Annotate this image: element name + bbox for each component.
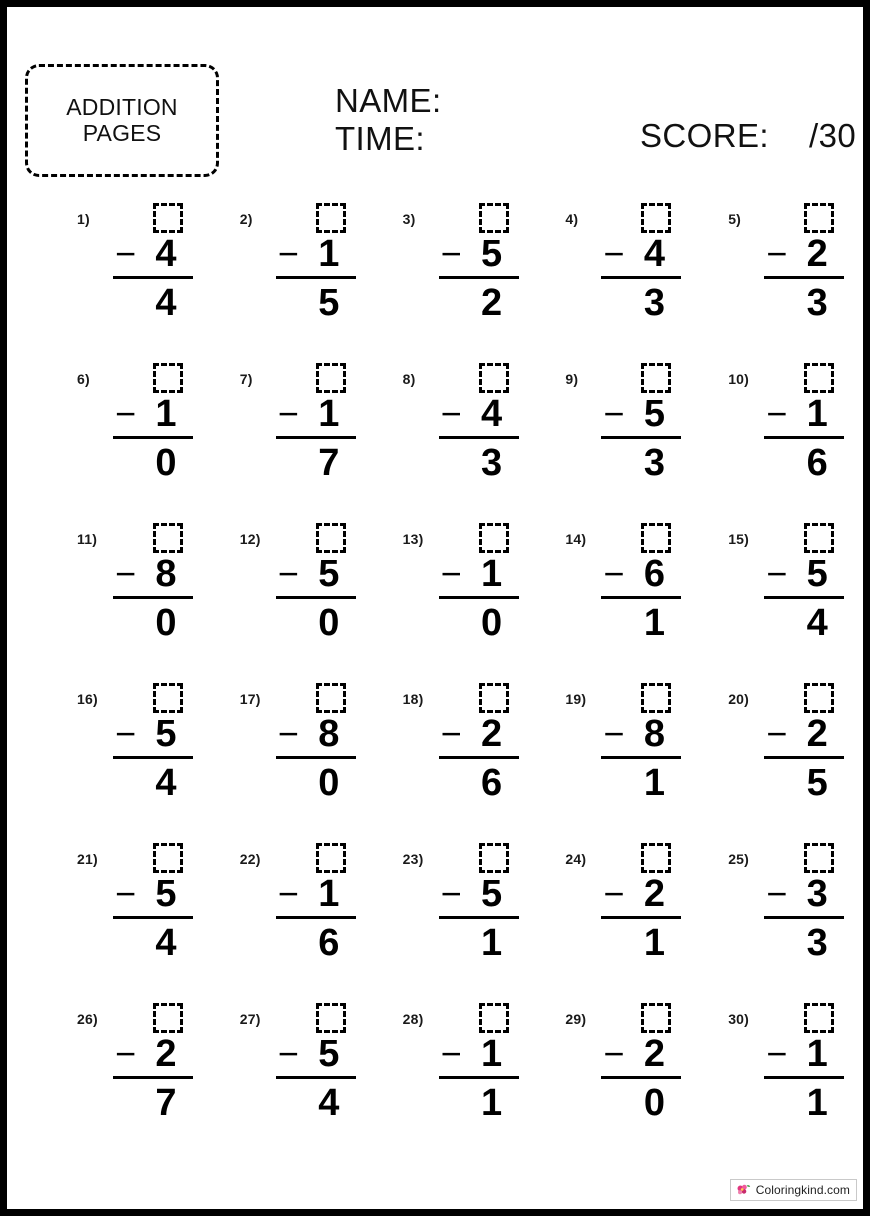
problem-number: 1) (77, 211, 90, 227)
worksheet-title-box (25, 64, 219, 177)
problem-cell (35, 837, 198, 997)
subtrahend: 1 (318, 873, 340, 915)
problem-row (35, 517, 849, 677)
problem-number: 22) (239, 851, 261, 867)
answer-blank-box[interactable] (804, 1003, 834, 1033)
subtrahend: 1 (155, 393, 177, 435)
problem-stack (276, 843, 360, 963)
answer-value: 1 (481, 922, 503, 964)
answer-blank-box[interactable] (479, 843, 509, 873)
problem-stack (439, 523, 523, 643)
answer-row (764, 1079, 848, 1123)
answer-blank-box[interactable] (153, 203, 183, 233)
answer-blank-box[interactable] (316, 363, 346, 393)
answer-value: 3 (643, 442, 665, 484)
minus-icon: − (440, 233, 462, 274)
answer-blank-box[interactable] (804, 363, 834, 393)
answer-value: 4 (318, 1082, 340, 1124)
problem-cell (686, 677, 849, 837)
problem-cell (523, 997, 686, 1147)
subtrahend: 5 (318, 553, 340, 595)
answer-blank-box[interactable] (316, 683, 346, 713)
problem-cell (198, 677, 361, 837)
subtrahend: 4 (643, 233, 665, 275)
answer-value: 4 (155, 922, 177, 964)
answer-blank-box[interactable] (316, 523, 346, 553)
operand-line (439, 873, 523, 915)
answer-row (113, 1079, 197, 1123)
minus-icon: − (603, 713, 625, 754)
problem-cell (361, 357, 524, 517)
problem-cell (35, 997, 198, 1147)
answer-value: 1 (806, 1082, 828, 1124)
minus-icon: − (766, 1033, 788, 1074)
answer-value: 3 (481, 442, 503, 484)
answer-blank-box[interactable] (479, 523, 509, 553)
operand-line (601, 233, 685, 275)
problem-stack (276, 683, 360, 803)
answer-blank-box[interactable] (804, 843, 834, 873)
answer-row (276, 919, 360, 963)
minus-icon: − (277, 393, 299, 434)
minus-icon: − (766, 393, 788, 434)
operand-line (439, 553, 523, 595)
watermark-text: Coloringkind.com (755, 1183, 850, 1197)
problem-cell (686, 517, 849, 677)
subtrahend: 5 (481, 873, 503, 915)
minus-icon: − (440, 713, 462, 754)
subtrahend: 3 (806, 873, 828, 915)
answer-value: 6 (806, 442, 828, 484)
problem-number: 5) (728, 211, 742, 227)
problem-cell (686, 357, 849, 517)
problem-stack (601, 843, 685, 963)
problem-stack (764, 1003, 848, 1123)
answer-row (276, 1079, 360, 1123)
problem-stack (601, 1003, 685, 1123)
answer-row (439, 1079, 523, 1123)
subtrahend: 8 (643, 713, 665, 755)
subtrahend: 6 (643, 553, 665, 595)
answer-row (439, 439, 523, 483)
answer-blank-box[interactable] (641, 523, 671, 553)
answer-row (439, 759, 523, 803)
minus-icon: − (115, 873, 137, 914)
operand-line (601, 393, 685, 435)
problem-stack (601, 683, 685, 803)
answer-blank-box[interactable] (641, 203, 671, 233)
operand-line (601, 553, 685, 595)
answer-value: 4 (155, 282, 177, 324)
problem-number: 12) (239, 531, 261, 547)
subtrahend: 1 (318, 393, 340, 435)
problem-cell (35, 197, 198, 357)
problem-stack (601, 363, 685, 483)
problem-cell (686, 197, 849, 357)
problem-stack (276, 523, 360, 643)
minus-icon: − (115, 553, 137, 594)
answer-blank-box[interactable] (641, 843, 671, 873)
answer-row (276, 599, 360, 643)
answer-row (764, 759, 848, 803)
problem-stack (276, 1003, 360, 1123)
problem-stack (764, 523, 848, 643)
problem-number: 4) (565, 211, 579, 227)
operand-line (764, 233, 848, 275)
minus-icon: − (277, 873, 299, 914)
problem-number: 25) (728, 851, 750, 867)
subtrahend: 5 (643, 393, 665, 435)
problem-number: 14) (565, 531, 587, 547)
subtrahend: 1 (806, 393, 828, 435)
answer-blank-box[interactable] (479, 1003, 509, 1033)
problem-stack (439, 363, 523, 483)
problem-stack (113, 523, 197, 643)
problem-number: 27) (239, 1011, 261, 1027)
subtrahend: 8 (318, 713, 340, 755)
answer-blank-box[interactable] (316, 203, 346, 233)
subtrahend: 2 (643, 873, 665, 915)
minus-icon: − (115, 233, 137, 274)
operand-line (764, 393, 848, 435)
problem-stack (113, 1003, 197, 1123)
operand-line (764, 1033, 848, 1075)
problem-number: 16) (77, 691, 98, 707)
minus-icon: − (277, 553, 299, 594)
answer-row (113, 599, 197, 643)
answer-row (113, 279, 197, 323)
problem-cell (35, 677, 198, 837)
operand-line (601, 873, 685, 915)
answer-value: 5 (806, 762, 828, 804)
operand-line (439, 233, 523, 275)
problem-number: 15) (728, 531, 750, 547)
answer-value: 4 (806, 602, 828, 644)
minus-icon: − (440, 553, 462, 594)
subtrahend: 5 (481, 233, 503, 275)
problem-cell (361, 197, 524, 357)
answer-value: 7 (318, 442, 340, 484)
answer-blank-box[interactable] (641, 363, 671, 393)
score-label: SCORE: (640, 117, 769, 154)
problem-cell (35, 517, 198, 677)
answer-blank-box[interactable] (153, 1003, 183, 1033)
operand-line (601, 1033, 685, 1075)
operand-line (764, 553, 848, 595)
subtrahend: 2 (481, 713, 503, 755)
operand-line (764, 873, 848, 915)
answer-value: 3 (643, 282, 665, 324)
answer-blank-box[interactable] (153, 363, 183, 393)
operand-line (113, 233, 197, 275)
answer-blank-box[interactable] (804, 203, 834, 233)
operand-line (113, 713, 197, 755)
operand-line (601, 713, 685, 755)
answer-value: 6 (318, 922, 340, 964)
minus-icon: − (440, 393, 462, 434)
minus-icon: − (115, 393, 137, 434)
problem-cell (361, 997, 524, 1147)
problem-number: 9) (565, 371, 579, 387)
minus-icon: − (603, 393, 625, 434)
answer-value: 3 (806, 922, 828, 964)
answer-blank-box[interactable] (641, 1003, 671, 1033)
problem-number: 18) (402, 691, 424, 707)
problem-number: 7) (239, 371, 253, 387)
problem-cell (198, 517, 361, 677)
subtrahend: 1 (806, 1033, 828, 1075)
answer-blank-box[interactable] (804, 683, 834, 713)
problem-number: 26) (77, 1011, 98, 1027)
problem-cell (198, 837, 361, 997)
problem-stack (439, 203, 523, 323)
problem-number: 2) (239, 211, 253, 227)
answer-row (764, 599, 848, 643)
problem-stack (764, 683, 848, 803)
problem-stack (764, 363, 848, 483)
problem-row (35, 837, 849, 997)
problem-number: 3) (402, 211, 416, 227)
problem-row (35, 997, 849, 1147)
subtrahend: 8 (155, 553, 177, 595)
problem-cell (198, 197, 361, 357)
answer-row (276, 759, 360, 803)
minus-icon: − (603, 1033, 625, 1074)
problem-stack (601, 203, 685, 323)
problem-stack (113, 363, 197, 483)
minus-icon: − (115, 1033, 137, 1074)
answer-blank-box[interactable] (479, 683, 509, 713)
answer-row (276, 279, 360, 323)
answer-value: 1 (643, 922, 665, 964)
answer-row (439, 279, 523, 323)
problem-cell (523, 197, 686, 357)
operand-line (276, 873, 360, 915)
subtrahend: 1 (481, 1033, 503, 1075)
problem-row (35, 677, 849, 837)
problem-stack (113, 683, 197, 803)
operand-line (439, 1033, 523, 1075)
operand-line (113, 1033, 197, 1075)
worksheet-header (7, 7, 863, 187)
score-total: /30 (809, 117, 857, 154)
name-label: NAME: (335, 82, 442, 119)
answer-row (276, 439, 360, 483)
worksheet-title-line-2: PAGES (82, 119, 162, 146)
operand-line (113, 553, 197, 595)
problem-cell (35, 357, 198, 517)
operand-line (276, 233, 360, 275)
answer-row (113, 439, 197, 483)
problem-stack (439, 683, 523, 803)
problem-number: 24) (565, 851, 587, 867)
subtrahend: 4 (155, 233, 177, 275)
problem-number: 13) (402, 531, 424, 547)
problem-number: 21) (77, 851, 98, 867)
operand-line (276, 393, 360, 435)
minus-icon: − (766, 553, 788, 594)
problem-stack (764, 203, 848, 323)
answer-row (113, 759, 197, 803)
answer-blank-box[interactable] (804, 523, 834, 553)
subtrahend: 2 (643, 1033, 665, 1075)
answer-value: 0 (481, 602, 503, 644)
answer-blank-box[interactable] (479, 363, 509, 393)
problem-stack (113, 843, 197, 963)
answer-row (764, 919, 848, 963)
answer-row (601, 599, 685, 643)
subtrahend: 5 (155, 873, 177, 915)
problem-number: 29) (565, 1011, 587, 1027)
problem-cell (523, 517, 686, 677)
problem-number: 23) (402, 851, 424, 867)
minus-icon: − (440, 873, 462, 914)
minus-icon: − (603, 233, 625, 274)
operand-line (113, 873, 197, 915)
subtrahend: 5 (155, 713, 177, 755)
answer-row (764, 279, 848, 323)
operand-line (276, 1033, 360, 1075)
problem-number: 30) (728, 1011, 750, 1027)
problem-number: 11) (77, 531, 98, 547)
answer-value: 5 (318, 282, 340, 324)
answer-value: 0 (318, 762, 340, 804)
problem-cell (198, 357, 361, 517)
answer-value: 2 (481, 282, 503, 324)
answer-row (601, 1079, 685, 1123)
problem-cell (198, 997, 361, 1147)
subtrahend: 5 (318, 1033, 340, 1075)
problem-cell (523, 837, 686, 997)
answer-row (601, 279, 685, 323)
operand-line (113, 393, 197, 435)
problem-stack (113, 203, 197, 323)
minus-icon: − (766, 713, 788, 754)
answer-row (113, 919, 197, 963)
problem-cell (361, 517, 524, 677)
subtrahend: 5 (806, 553, 828, 595)
minus-icon: − (277, 233, 299, 274)
minus-icon: − (766, 873, 788, 914)
answer-row (439, 919, 523, 963)
answer-row (764, 439, 848, 483)
problem-cell (686, 997, 849, 1147)
problem-row (35, 197, 849, 357)
answer-value: 1 (643, 762, 665, 804)
answer-value: 1 (481, 1082, 503, 1124)
watermark (730, 1179, 857, 1201)
answer-blank-box[interactable] (153, 523, 183, 553)
answer-row (601, 439, 685, 483)
answer-value: 6 (481, 762, 503, 804)
problem-grid (35, 197, 849, 1147)
operand-line (276, 553, 360, 595)
minus-icon: − (766, 233, 788, 274)
problem-number: 28) (402, 1011, 424, 1027)
subtrahend: 2 (806, 233, 828, 275)
problem-number: 10) (728, 371, 750, 387)
answer-row (601, 919, 685, 963)
answer-value: 0 (318, 602, 340, 644)
subtrahend: 2 (806, 713, 828, 755)
problem-cell (523, 677, 686, 837)
flower-icon (735, 1182, 751, 1198)
problem-cell (361, 837, 524, 997)
problem-number: 8) (402, 371, 416, 387)
answer-row (439, 599, 523, 643)
answer-blank-box[interactable] (153, 843, 183, 873)
problem-stack (439, 1003, 523, 1123)
minus-icon: − (277, 713, 299, 754)
minus-icon: − (277, 1033, 299, 1074)
answer-row (601, 759, 685, 803)
subtrahend: 4 (481, 393, 503, 435)
answer-value: 0 (643, 1082, 665, 1124)
operand-line (276, 713, 360, 755)
operand-line (439, 393, 523, 435)
problem-cell (523, 357, 686, 517)
minus-icon: − (603, 873, 625, 914)
answer-value: 0 (155, 602, 177, 644)
problem-number: 6) (77, 371, 90, 387)
problem-number: 20) (728, 691, 750, 707)
subtrahend: 1 (481, 553, 503, 595)
time-label: TIME: (335, 120, 425, 157)
problem-stack (276, 363, 360, 483)
problem-stack (439, 843, 523, 963)
problem-stack (276, 203, 360, 323)
worksheet-title-line-1: ADDITION (66, 93, 178, 120)
answer-blank-box[interactable] (153, 683, 183, 713)
answer-value: 4 (155, 762, 177, 804)
subtrahend: 2 (155, 1033, 177, 1075)
minus-icon: − (115, 713, 137, 754)
answer-value: 1 (643, 602, 665, 644)
answer-value: 3 (806, 282, 828, 324)
subtrahend: 1 (318, 233, 340, 275)
answer-value: 7 (155, 1082, 177, 1124)
problem-cell (686, 837, 849, 997)
problem-stack (764, 843, 848, 963)
operand-line (764, 713, 848, 755)
answer-blank-box[interactable] (316, 843, 346, 873)
minus-icon: − (603, 553, 625, 594)
problem-number: 19) (565, 691, 587, 707)
answer-blank-box[interactable] (641, 683, 671, 713)
operand-line (439, 713, 523, 755)
answer-blank-box[interactable] (479, 203, 509, 233)
answer-value: 0 (155, 442, 177, 484)
problem-cell (361, 677, 524, 837)
minus-icon: − (440, 1033, 462, 1074)
answer-blank-box[interactable] (316, 1003, 346, 1033)
problem-row (35, 357, 849, 517)
problem-number: 17) (239, 691, 261, 707)
problem-stack (601, 523, 685, 643)
